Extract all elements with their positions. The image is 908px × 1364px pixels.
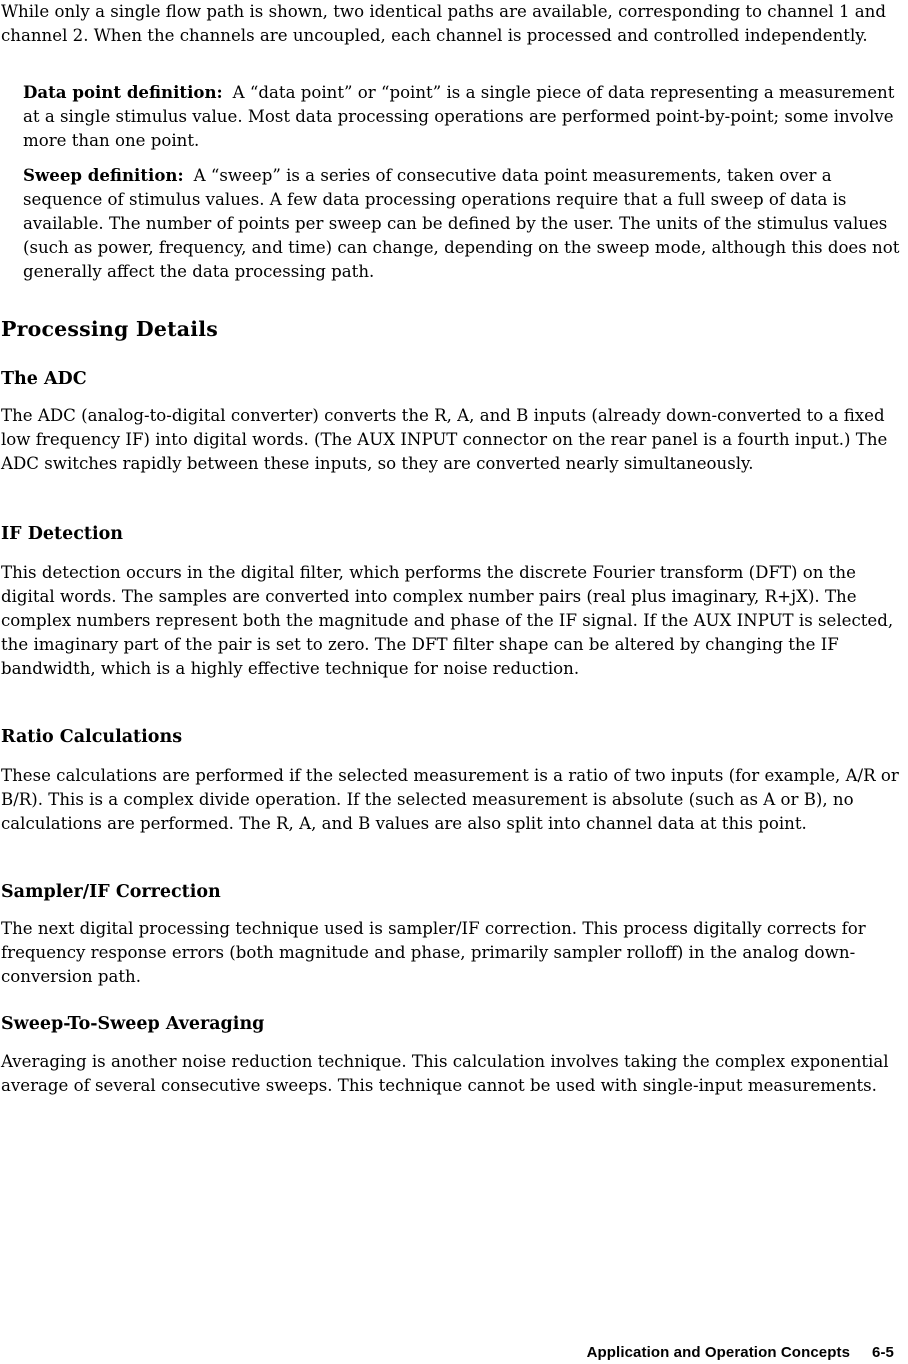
subsection-heading-averaging: Sweep-To-Sweep Averaging — [1, 1014, 265, 1034]
definition-text: A “sweep” is a series of consecutive data point measurements, taken over a sequence of stimulus values. A few data processing operations require that a full sweep of data is available. The number of points per sweep can be defined by the user. The units of the stimulus values (such as power, frequency, and time) can change, depending on the sweep mode, although this does not generally affect the data processing path. — [23, 166, 900, 281]
section-title: Processing Details — [1, 317, 218, 341]
definition-text: A “data point” or “point” is a single piece of data representing a measurement at a single stimulus value. Most data processing operations are performed point-by-point; some involve more than one point. — [23, 83, 895, 150]
footer-title: Application and Operation Concepts — [586, 1344, 851, 1361]
sweep-definition — [23, 163, 907, 284]
intro-paragraph: While only a single flow path is shown, two identical paths are available, corresponding to channel 1 and channel 2. When the channels are uncoupled, each channel is processed and controlled independently. — [1, 2, 886, 45]
definition-term: Sweep definition: — [23, 165, 184, 185]
definition-term: Data point definition: — [23, 82, 223, 102]
subsection-heading-adc: The ADC — [1, 369, 87, 389]
subsection-text-averaging: Averaging is another noise reduction technique. This calculation involves taking the complex exponential average of several consecutive sweeps. This technique cannot be used with single-input measurements. — [1, 1052, 889, 1095]
subsection-heading-ratio: Ratio Calculations — [1, 727, 183, 747]
page-number: 6-5 — [872, 1344, 894, 1361]
subsection-text-adc: The ADC (analog-to-digital converter) converts the R, A, and B inputs (already down-converted to a fixed low frequency IF) into digital words. (The AUX INPUT connector on the rear panel is a fourth input.) The ADC switches rapidly between these inputs, so they are converted nearly simultaneously. — [1, 406, 888, 473]
data-point-definition — [23, 80, 907, 153]
subsection-text-ratio: These calculations are performed if the selected measurement is a ratio of two inputs (for example, A/R or B/R). This is a complex divide operation. If the selected measurement is absolute (such as A or B), no calculations are performed. The R, A, and B values are also split into channel data at this point. — [1, 766, 899, 833]
page-footer — [587, 1344, 894, 1361]
subsection-text-if-detection: This detection occurs in the digital filter, which performs the discrete Fourier transform (DFT) on the digital words. The samples are converted into complex number pairs (real plus imaginary, R+jX). The complex numbers represent both the magnitude and phase of the IF signal. If the AUX INPUT is selected, the imaginary part of the pair is set to zero. The DFT filter shape can be altered by changing the IF bandwidth, which is a highly effective technique for noise reduction. — [1, 563, 894, 678]
subsection-heading-if-detection: IF Detection — [1, 524, 124, 544]
subsection-heading-sampler: Sampler/IF Correction — [1, 882, 221, 902]
subsection-text-sampler: The next digital processing technique used is sampler/IF correction. This process digitally corrects for frequency response errors (both magnitude and phase, primarily sampler rolloff) in the analog down-conversion path. — [1, 919, 866, 986]
